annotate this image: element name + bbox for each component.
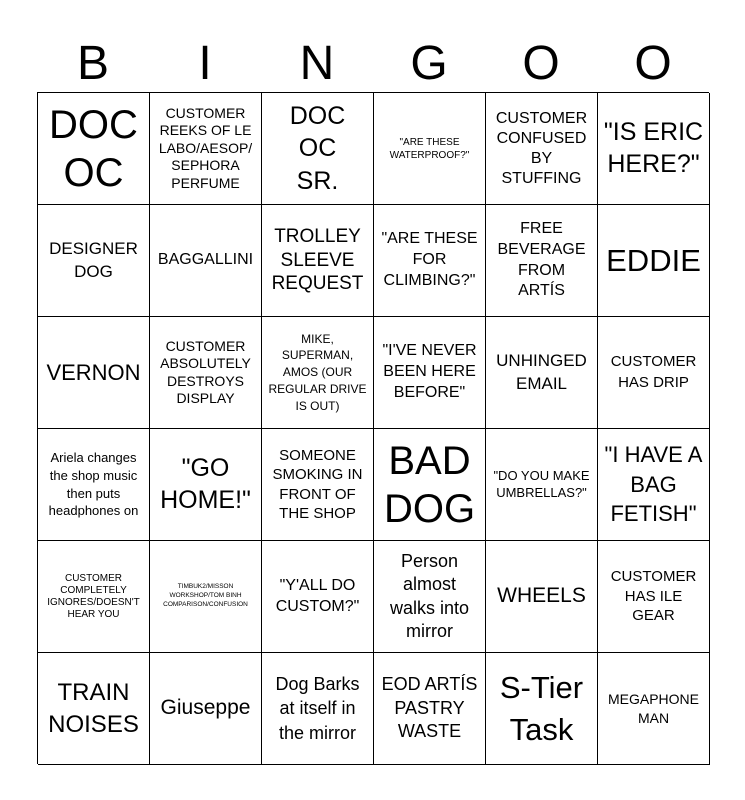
bingo-cell[interactable] <box>150 205 262 317</box>
bingo-cell[interactable] <box>38 541 150 653</box>
bingo-cell[interactable] <box>38 653 150 765</box>
bingo-cell[interactable] <box>262 93 374 205</box>
cell-text: CUSTOMER CONFUSED BY STUFFING <box>495 109 588 187</box>
bingo-cell[interactable] <box>486 653 598 765</box>
bingo-cell[interactable] <box>374 93 486 205</box>
cell-text: BAGGALLINI <box>157 251 254 269</box>
cell-text: TIMBUK2/MISSON WORKSHOP/TOM BINH COMPARISON/CONFUSION <box>163 583 248 608</box>
bingo-cell[interactable] <box>374 653 486 765</box>
cell-text: Ariela changes the shop music then puts headphones on <box>48 450 139 519</box>
bingo-header <box>37 30 709 98</box>
cell-text: Dog Barks at itself in the mirror <box>275 674 360 743</box>
cell-text: "ARE THESE WATERPROOF?" <box>389 136 470 161</box>
header-letter: B <box>76 37 109 90</box>
cell-text: "I'VE NEVER BEEN HERE BEFORE" <box>382 342 477 401</box>
bingo-board <box>37 92 709 764</box>
bingo-cell[interactable] <box>486 93 598 205</box>
cell-text: DOC OC SR. <box>289 101 346 195</box>
bingo-cell[interactable] <box>486 205 598 317</box>
cell-text: CUSTOMER HAS ILE GEAR <box>610 568 697 625</box>
bingo-cell[interactable] <box>262 541 374 653</box>
cell-text: Giuseppe <box>160 696 251 720</box>
bingo-cell[interactable] <box>38 93 150 205</box>
cell-text: TRAIN NOISES <box>48 679 139 738</box>
bingo-cell[interactable] <box>486 541 598 653</box>
header-letter: N <box>299 37 335 90</box>
bingo-cell[interactable] <box>598 653 710 765</box>
bingo-cell[interactable] <box>262 429 374 541</box>
cell-text: "DO YOU MAKE UMBRELLAS?" <box>493 467 590 500</box>
cell-text: DOC OC <box>49 102 138 195</box>
cell-text: FREE BEVERAGE FROM ARTÍS <box>497 219 586 300</box>
bingo-cell[interactable] <box>150 317 262 429</box>
cell-text: EOD ARTÍS PASTRY WASTE <box>381 674 478 742</box>
cell-text: Person almost walks into mirror <box>389 550 470 641</box>
cell-text: EDDIE <box>606 242 701 278</box>
bingo-cell[interactable] <box>262 317 374 429</box>
cell-text: CUSTOMER ABSOLUTELY DESTROYS DISPLAY <box>160 337 251 406</box>
bingo-cell[interactable] <box>150 429 262 541</box>
cell-text: "Y'ALL DO CUSTOM?" <box>275 576 360 615</box>
bingo-cell[interactable] <box>374 541 486 653</box>
bingo-cell[interactable] <box>262 205 374 317</box>
cell-text: CUSTOMER HAS DRIP <box>610 353 697 391</box>
bingo-cell[interactable] <box>598 205 710 317</box>
bingo-cell[interactable] <box>150 541 262 653</box>
cell-text: MIKE, SUPERMAN, AMOS (OUR REGULAR DRIVE IS OUT) <box>268 331 367 413</box>
bingo-cell[interactable] <box>150 653 262 765</box>
cell-text: MEGAPHONE MAN <box>607 691 699 726</box>
cell-text: TROLLEY SLEEVE REQUEST <box>271 225 364 295</box>
cell-text: "I HAVE A BAG FETISH" <box>604 441 703 527</box>
cell-text: BAD DOG <box>383 438 476 531</box>
cell-text: VERNON <box>46 359 141 385</box>
cell-text: S-Tier Task <box>499 669 584 747</box>
bingo-cell[interactable] <box>486 317 598 429</box>
cell-text: DESIGNER DOG <box>49 239 138 281</box>
bingo-cell[interactable] <box>38 429 150 541</box>
header-letter: O <box>634 37 672 90</box>
bingo-cell[interactable] <box>374 205 486 317</box>
cell-text: SOMEONE SMOKING IN FRONT OF THE SHOP <box>272 446 363 522</box>
bingo-cell[interactable] <box>598 429 710 541</box>
header-letter: O <box>522 37 560 90</box>
cell-text: "ARE THESE FOR CLIMBING?" <box>381 230 478 289</box>
bingo-cell[interactable] <box>38 205 150 317</box>
bingo-cell[interactable] <box>486 429 598 541</box>
cell-text: UNHINGED EMAIL <box>496 351 587 393</box>
bingo-cell[interactable] <box>374 429 486 541</box>
bingo-cell[interactable] <box>262 653 374 765</box>
bingo-cell[interactable] <box>150 93 262 205</box>
cell-text: CUSTOMER COMPLETELY IGNORES/DOESN'T HEAR YOU <box>47 572 140 620</box>
bingo-cell[interactable] <box>38 317 150 429</box>
bingo-cell[interactable] <box>598 317 710 429</box>
cell-text: "GO HOME!" <box>160 454 251 514</box>
cell-text: CUSTOMER REEKS OF LE LABO/AESOP/ SEPHORA PERFUME <box>158 104 253 191</box>
header-letter: G <box>410 37 448 90</box>
header-letter: I <box>198 37 212 90</box>
bingo-cell[interactable] <box>598 93 710 205</box>
bingo-cell[interactable] <box>598 541 710 653</box>
bingo-cell[interactable] <box>374 317 486 429</box>
cell-text: WHEELS <box>497 584 586 608</box>
cell-text: "IS ERIC HERE?" <box>603 118 704 178</box>
